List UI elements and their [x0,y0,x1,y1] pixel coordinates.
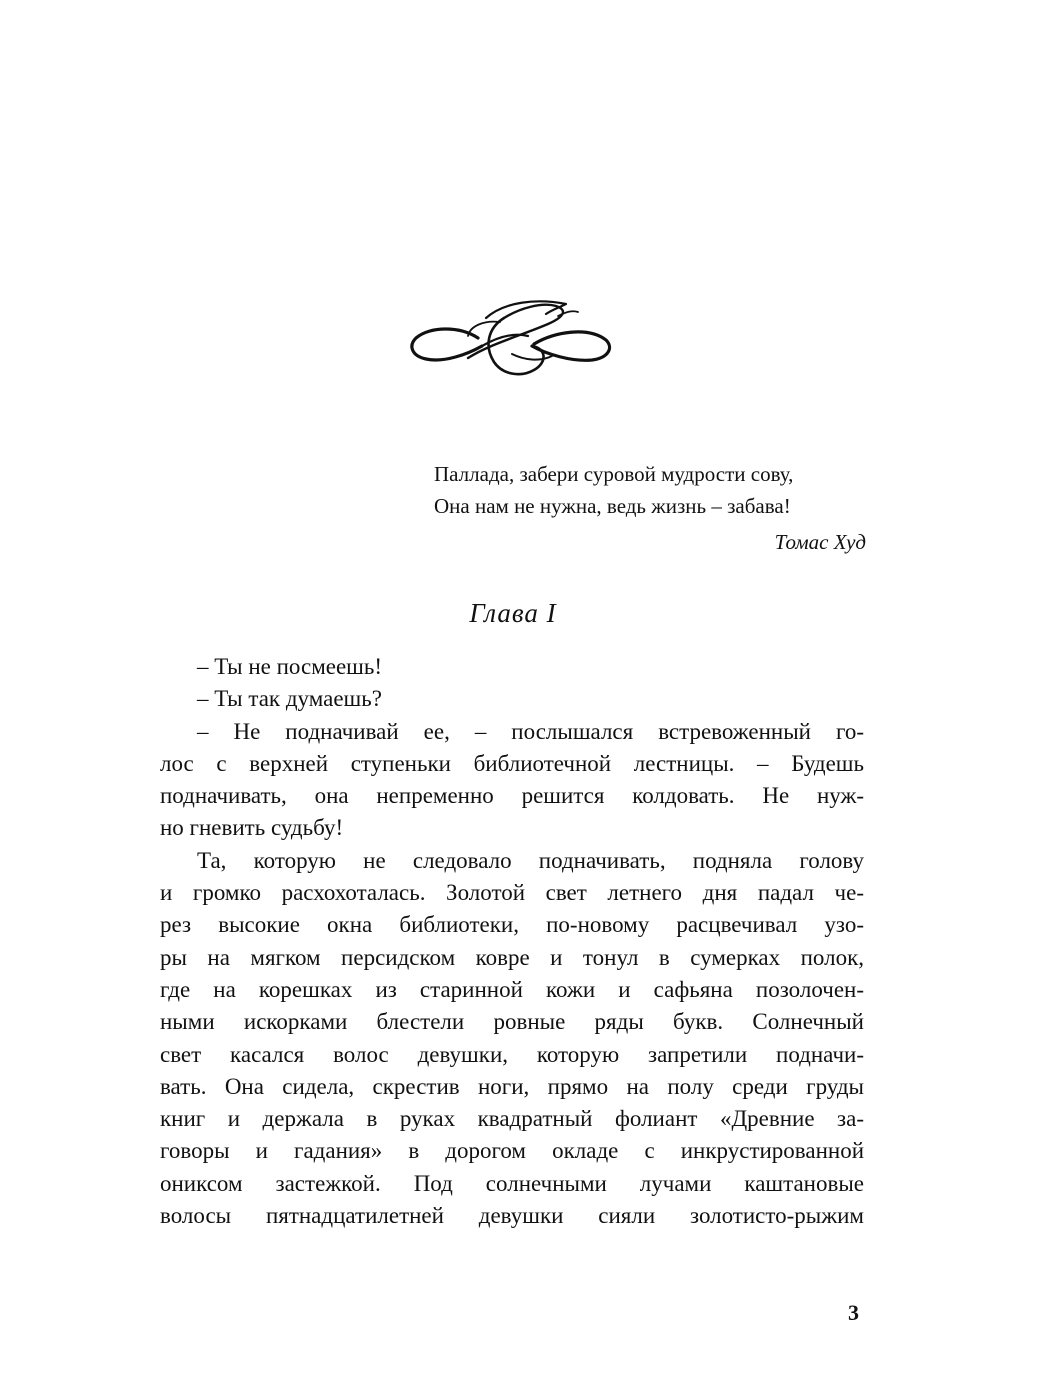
epigraph-author: Томас Худ [774,530,866,554]
text-line: где на корешках из старинной кожи и сафьяна позолочен- [160,976,864,1002]
page-number: 3 [848,1300,859,1325]
text-line: Та, которую не следовало подначивать, подняла голову [197,847,864,873]
epigraph [434,458,864,558]
text-line: лос с верхней ступеньки библиотечной лестницы. – Будешь [160,750,864,776]
epigraph-line: Она нам не нужна, ведь жизнь – забава! [434,494,791,518]
text-line: вать. Она сидела, скрестив ноги, прямо на полу среди груды [160,1073,864,1099]
body-text [160,651,864,1232]
text-line: и громко расхохоталась. Золотой свет летнего дня падал че- [160,880,864,906]
chapter-title: Глава I [469,598,557,628]
paragraph [160,845,864,1233]
text-line: говоры и гадания» в дорогом окладе с инкрустированной [160,1138,864,1164]
celtic-knot-ornament-icon [408,296,612,384]
text-line: ры на мягком персидском ковре и тонул в сумерках полок, [160,944,864,970]
text-line: ными искорками блестели ровные ряды букв. Солнечный [160,1009,864,1035]
epigraph-line: Паллада, забери суровой мудрости сову, [434,462,794,486]
text-line: книг и держала в руках квадратный фолиант «Древние за- [160,1106,864,1132]
dialog-line: – Ты не посмеешь! [197,654,383,679]
dialog-line: – Ты так думаешь? [197,686,382,712]
text-line: подначивать, она непременно решится колдовать. Не нуж- [160,783,864,809]
text-line: – Не подначивай ее, – послышался встревоженный го- [197,718,864,744]
text-line: ониксом застежкой. Под солнечными лучами каштановые [160,1170,864,1196]
text-line: рез высокие окна библиотеки, по-новому расцвечивал узо- [160,912,864,938]
text-line: волосы пятнадцатилетней девушки сияли золотисто-рыжим [160,1203,864,1229]
paragraph [160,716,864,845]
text-line: но гневить судьбу! [160,815,344,841]
text-line: свет касался волос девушки, которую запретили подначи- [160,1041,864,1067]
